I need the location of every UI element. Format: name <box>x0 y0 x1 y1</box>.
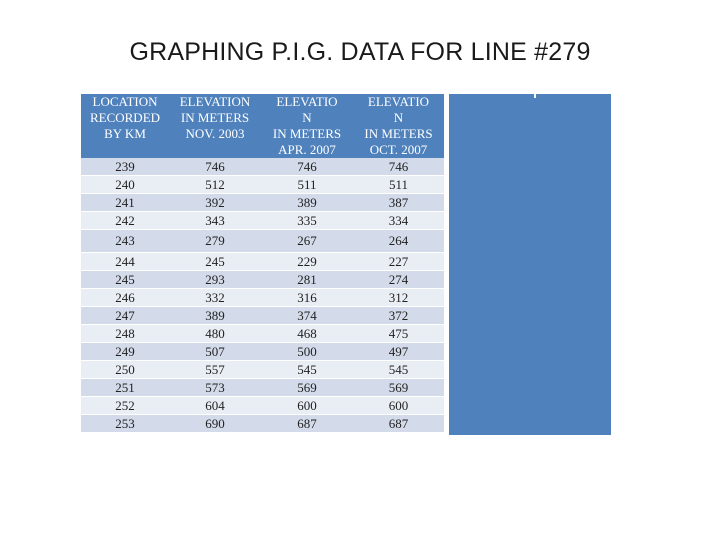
cell-location: 251 <box>81 379 169 397</box>
cell-elevation-apr-2007: 600 <box>261 397 353 415</box>
table-row <box>81 415 444 433</box>
cell-elevation-nov-2003: 279 <box>169 230 261 253</box>
cell-elevation-apr-2007: 267 <box>261 230 353 253</box>
cell-elevation-nov-2003: 480 <box>169 325 261 343</box>
cell-elevation-nov-2003: 573 <box>169 379 261 397</box>
header-line: ELEVATION <box>179 94 251 109</box>
cell-elevation-oct-2007: 545 <box>353 361 444 379</box>
cell-elevation-oct-2007: 372 <box>353 307 444 325</box>
cell-elevation-nov-2003: 389 <box>169 307 261 325</box>
cell-location: 243 <box>81 230 169 253</box>
cell-elevation-oct-2007: 600 <box>353 397 444 415</box>
cell-location: 249 <box>81 343 169 361</box>
cell-location: 252 <box>81 397 169 415</box>
table-row <box>81 379 444 397</box>
table-row <box>81 397 444 415</box>
header-line: N <box>393 110 404 125</box>
cell-location: 244 <box>81 253 169 271</box>
cell-elevation-oct-2007: 227 <box>353 253 444 271</box>
cell-elevation-apr-2007: 389 <box>261 194 353 212</box>
cell-elevation-apr-2007: 229 <box>261 253 353 271</box>
cell-elevation-apr-2007: 687 <box>261 415 353 433</box>
slide-title: GRAPHING P.I.G. DATA FOR LINE #279 <box>129 38 591 66</box>
cell-elevation-oct-2007: 569 <box>353 379 444 397</box>
cell-location: 253 <box>81 415 169 433</box>
cell-elevation-nov-2003: 690 <box>169 415 261 433</box>
header-line: ELEVATIO <box>276 94 338 109</box>
cell-location: 245 <box>81 271 169 289</box>
cell-elevation-oct-2007: 312 <box>353 289 444 307</box>
table-row <box>81 253 444 271</box>
cell-location: 247 <box>81 307 169 325</box>
cell-location: 241 <box>81 194 169 212</box>
cell-elevation-apr-2007: 335 <box>261 212 353 230</box>
header-location <box>81 94 169 158</box>
cell-elevation-nov-2003: 245 <box>169 253 261 271</box>
header-elevation-oct-2007 <box>353 94 444 158</box>
cell-elevation-oct-2007: 497 <box>353 343 444 361</box>
pig-data-table <box>81 94 444 433</box>
header-elevation-apr-2007 <box>261 94 353 158</box>
cell-elevation-apr-2007: 746 <box>261 158 353 176</box>
header-line: ELEVATIO <box>367 94 430 109</box>
cell-elevation-apr-2007: 316 <box>261 289 353 307</box>
table-row <box>81 271 444 289</box>
cell-elevation-apr-2007: 374 <box>261 307 353 325</box>
table-row <box>81 289 444 307</box>
header-line: LOCATION <box>92 94 158 109</box>
cell-elevation-oct-2007: 746 <box>353 158 444 176</box>
table-row <box>81 176 444 194</box>
cell-elevation-nov-2003: 557 <box>169 361 261 379</box>
cell-location: 240 <box>81 176 169 194</box>
cell-elevation-apr-2007: 545 <box>261 361 353 379</box>
header-line: APR. 2007 <box>278 142 336 157</box>
cell-elevation-apr-2007: 569 <box>261 379 353 397</box>
cell-elevation-nov-2003: 604 <box>169 397 261 415</box>
header-line: IN METERS <box>364 126 433 141</box>
chart-panel-tick <box>534 94 536 98</box>
table-row <box>81 194 444 212</box>
table-row <box>81 158 444 176</box>
cell-elevation-oct-2007: 264 <box>353 230 444 253</box>
cell-elevation-oct-2007: 387 <box>353 194 444 212</box>
cell-elevation-apr-2007: 468 <box>261 325 353 343</box>
header-elevation-2003 <box>169 94 261 158</box>
cell-elevation-oct-2007: 274 <box>353 271 444 289</box>
cell-elevation-nov-2003: 293 <box>169 271 261 289</box>
table-row <box>81 212 444 230</box>
cell-location: 246 <box>81 289 169 307</box>
cell-location: 248 <box>81 325 169 343</box>
table-row <box>81 343 444 361</box>
table-row <box>81 307 444 325</box>
header-line: BY KM <box>104 126 146 141</box>
cell-elevation-nov-2003: 746 <box>169 158 261 176</box>
cell-elevation-oct-2007: 475 <box>353 325 444 343</box>
table-row <box>81 361 444 379</box>
chart-placeholder-panel <box>449 94 611 435</box>
cell-elevation-oct-2007: 334 <box>353 212 444 230</box>
cell-elevation-nov-2003: 392 <box>169 194 261 212</box>
header-line: IN METERS <box>272 126 342 141</box>
cell-elevation-nov-2003: 343 <box>169 212 261 230</box>
cell-elevation-nov-2003: 512 <box>169 176 261 194</box>
cell-elevation-apr-2007: 511 <box>261 176 353 194</box>
header-line: NOV. 2003 <box>185 126 245 141</box>
header-line: IN METERS <box>180 110 250 125</box>
table-row <box>81 325 444 343</box>
header-line: RECORDED <box>89 110 161 125</box>
cell-location: 242 <box>81 212 169 230</box>
table-row <box>81 230 444 253</box>
table-header-row <box>81 94 444 158</box>
cell-elevation-oct-2007: 511 <box>353 176 444 194</box>
header-line: N <box>302 110 312 125</box>
cell-elevation-nov-2003: 507 <box>169 343 261 361</box>
cell-elevation-apr-2007: 500 <box>261 343 353 361</box>
header-line: OCT. 2007 <box>369 142 428 157</box>
cell-location: 250 <box>81 361 169 379</box>
cell-location: 239 <box>81 158 169 176</box>
cell-elevation-oct-2007: 687 <box>353 415 444 433</box>
cell-elevation-nov-2003: 332 <box>169 289 261 307</box>
cell-elevation-apr-2007: 281 <box>261 271 353 289</box>
